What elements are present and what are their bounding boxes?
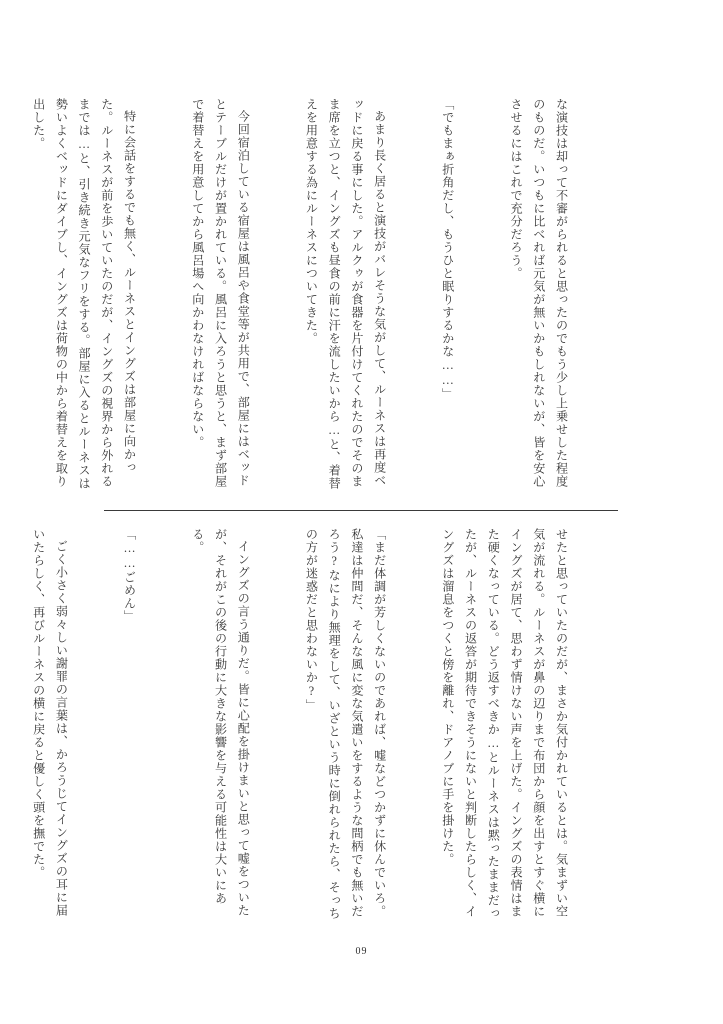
page-number: 09 (355, 946, 368, 957)
paragraph-dialogue: 「でもまぁ折角だし、もうひと眠りするかな……」 (440, 98, 455, 401)
paragraph: あまり長く居ると演技がバレそうな気がして、ルーネスは再度ベッドに戻る事にした。アルクゥが食器を片付けてくれたのでそのまま席を立つと、イングズも昼食の前に汗を流したいから…と、着替えを用意する為にルーネスについてきた。 (304, 98, 387, 490)
paragraph: 今回宿泊している宿屋は風呂や食堂等が共用で、部屋にはベッドとテーブルだけが置かれている。風呂に入ろうと思うと、まず部屋で着替えを用意してから風呂場へ向かわなければならない。 (190, 98, 251, 488)
paragraph: な演技は却って不審がられると思ったのでもう少し上乗せした程度のものだ。いつもに比べれば元気が無いかもしれないが、皆を安心させるにはこれで充分だろう。 (509, 98, 569, 488)
text-section-upper (31, 98, 618, 498)
text-section-lower (31, 528, 618, 920)
paragraph-dialogue: 「まだ体調が芳しくないのであれば、嘘などつかずに休んでいろ。私達は仲間だ、そんな風に変な気遣いをするような間柄でも無いだろう?なにより無理をして、いざという時に倒れられたら、そっちの方が迷惑だと思わないか?」 (304, 528, 387, 920)
paragraph: 特に会話をするでも無く、ルーネスとイングズは部屋に向かった。ルーネスが前を歩いていたのだが、イングズの視界から外れるまでは…と、引き続き元気なフリをする。部屋に入るとルーネスは勢いよくベッドにダイブし、イングズは荷物の中から着替えを取り出した。 (31, 98, 137, 490)
section-divider-rule (104, 510, 618, 511)
paragraph: イングズの言う通りだ。皆に心配を掛けまいと思って嘘をついたが、それがこの後の行動に大きな影響を与える可能性は大いにある。 (190, 528, 251, 918)
paragraph: ごく小さく弱々しい謝罪の言葉は、かろうじてイングズの耳に届いたらしく、再びルーネスの横に戻ると優しく頭を撫でた。 (31, 528, 69, 918)
paragraph-dialogue: 「……ごめん」 (122, 528, 137, 623)
paragraph: せたと思っていたのだが、まさか気付かれているとは。気まずい空気が流れる。ルーネスが鼻の辺りまで布団から顔を出すとすぐ横にイングズが居て、思わず情けない声を上げた。イングズの表情はまた硬くなっている。どう返すべきか…とルーネスは黙ったままだったが、ルーネスの返答が期待できそうにないと判断したらしく、イングズは溜息をつくと傍を離れ、ドアノブに手を掛けた。 (440, 528, 569, 920)
